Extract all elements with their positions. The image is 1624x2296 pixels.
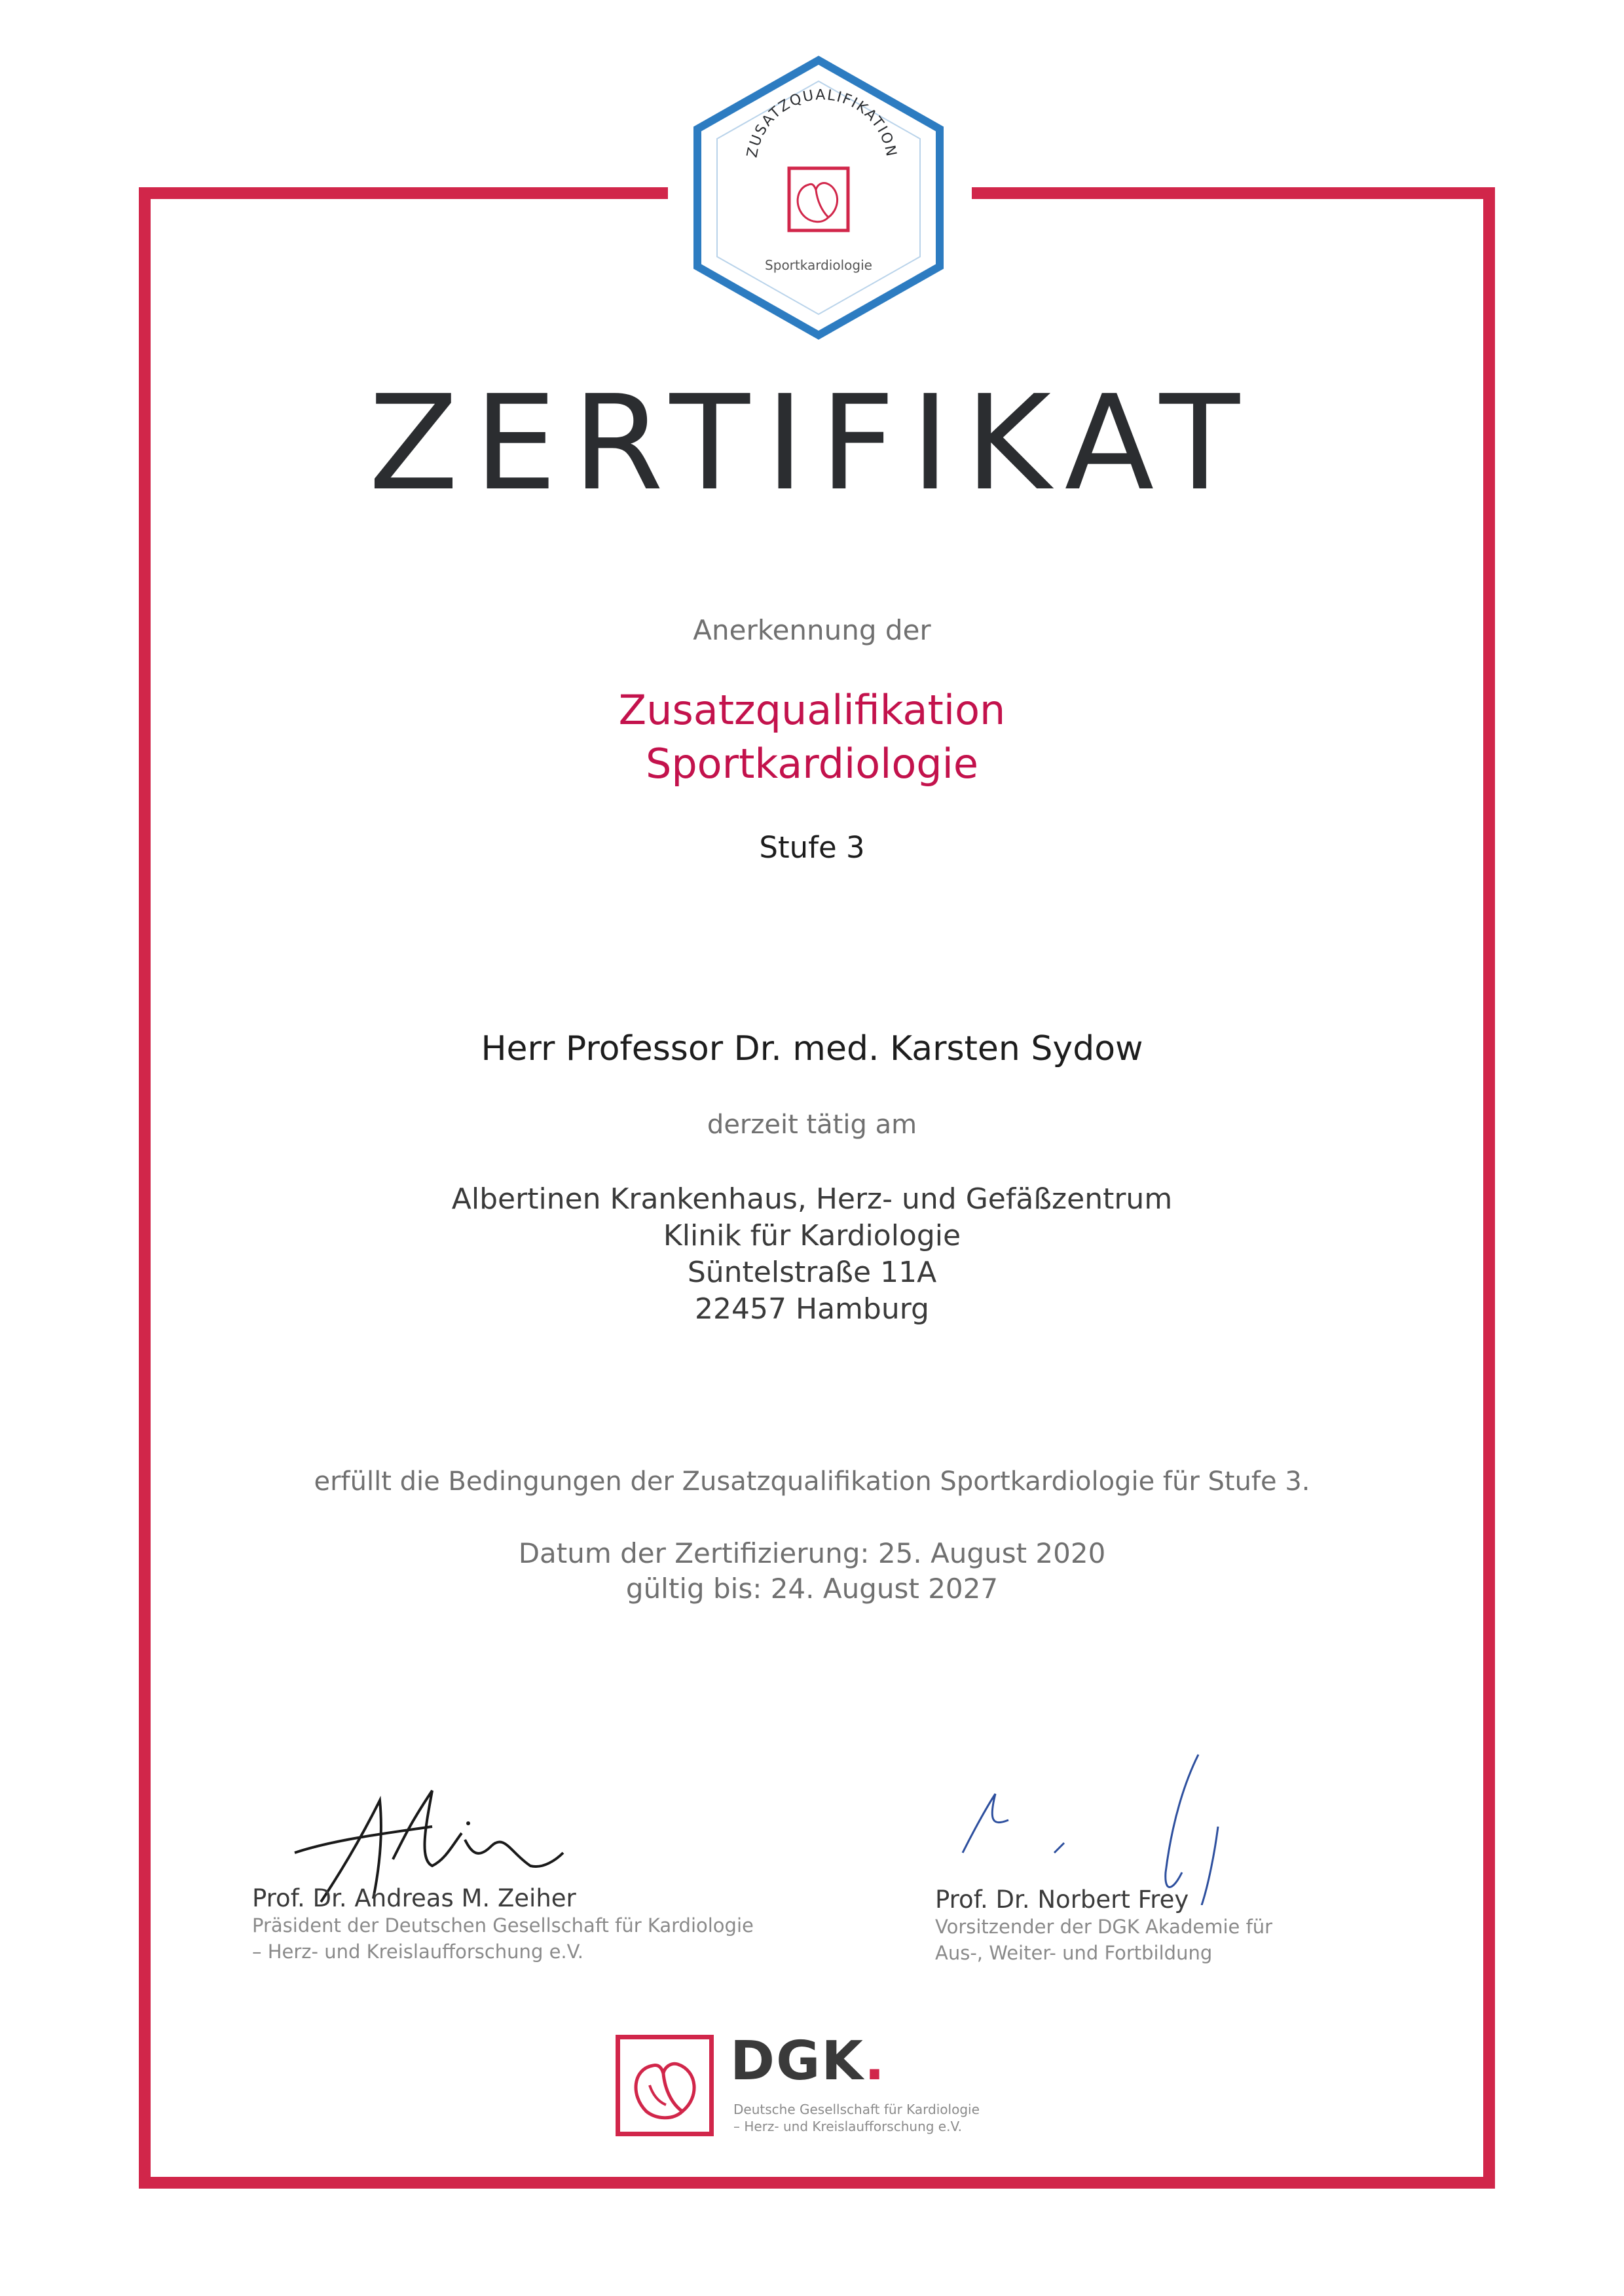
address-line-2: Klinik für Kardiologie	[663, 1219, 961, 1252]
qualification-badge	[688, 54, 950, 342]
address-line-3: Süntelstraße 11A	[687, 1256, 937, 1289]
signatory-zeiher	[252, 1884, 754, 1965]
signatory-role-line-2: Aus-, Weiter- und Fortbildung	[935, 1942, 1213, 1964]
signature-frey	[956, 1741, 1251, 1905]
signatory-frey	[935, 1886, 1272, 1966]
signatory-name: Prof. Dr. Norbert Frey	[935, 1886, 1189, 1914]
dgk-subtitle-line-2: – Herz- und Kreislaufforschung e.V.	[733, 2119, 962, 2134]
dgk-wordmark	[730, 2030, 887, 2092]
employed-at-text: derzeit tätig am	[707, 1110, 917, 1140]
signatory-role-line-1: Vorsitzender der DGK Akademie für	[935, 1916, 1273, 1938]
dgk-logo	[616, 2030, 1022, 2153]
address-line-4: 22457 Hamburg	[695, 1292, 929, 1326]
badge-label: Sportkardiologie	[765, 257, 872, 273]
dgk-dot: .	[864, 2030, 887, 2092]
dgk-heart-icon	[616, 2035, 714, 2136]
qualification-line-2: Sportkardiologie	[645, 740, 979, 788]
level-text: Stufe 3	[759, 830, 865, 865]
signatory-role-line-1: Präsident der Deutschen Gesellschaft für Kardiologie	[252, 1914, 754, 1937]
recipient-name: Herr Professor Dr. med. Karsten Sydow	[481, 1029, 1143, 1068]
signatory-role-line-2: – Herz- und Kreislaufforschung e.V.	[252, 1941, 583, 1963]
certification-date: Datum der Zertifizierung: 25. August 2020	[518, 1537, 1106, 1569]
address-line-1: Albertinen Krankenhaus, Herz- und Gefäßzentrum	[451, 1182, 1173, 1216]
dgk-subtitle-line-1: Deutsche Gesellschaft für Kardiologie	[733, 2102, 980, 2117]
statement-text: erfüllt die Bedingungen der Zusatzqualifikation Sportkardiologie für Stufe 3.	[314, 1467, 1310, 1497]
signatory-name: Prof. Dr. Andreas M. Zeiher	[252, 1884, 576, 1912]
recognition-text: Anerkennung der	[693, 614, 931, 646]
certificate-title: ZERTIFIKAT	[368, 367, 1256, 520]
valid-until: gültig bis: 24. August 2027	[625, 1573, 999, 1605]
badge-arc-text: ZUSATZQUALIFIKATION	[744, 86, 900, 159]
qualification-line-1: Zusatzqualifikation	[618, 686, 1006, 734]
dgk-name: DGK	[730, 2030, 864, 2092]
